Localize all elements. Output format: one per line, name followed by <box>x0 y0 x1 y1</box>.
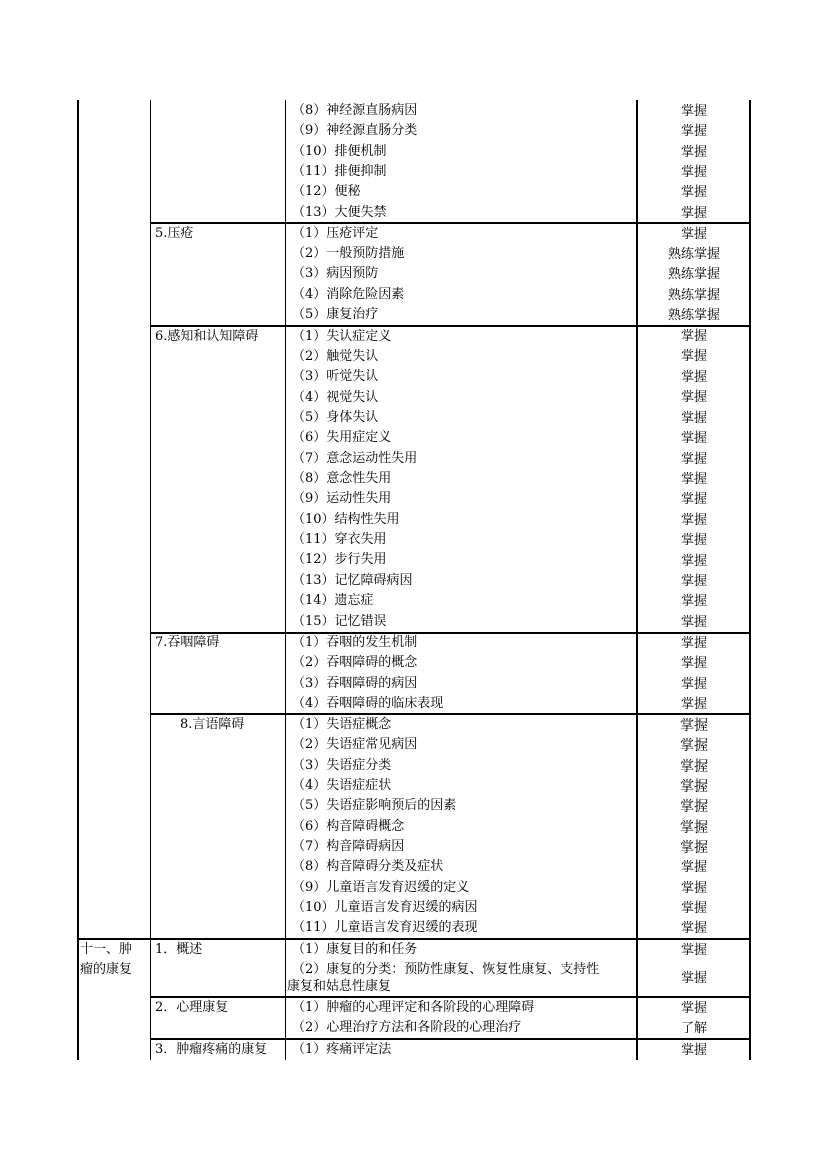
level-label: 掌握 <box>680 165 707 180</box>
list-item: （6）失用症定义 <box>292 430 392 445</box>
level-label: 掌握 <box>680 574 707 589</box>
list-item: （3）听觉失认 <box>292 369 379 384</box>
level-label: 掌握 <box>680 1001 707 1016</box>
section-title: 5.压疮 <box>155 226 194 241</box>
list-item: （2）康复的分类：预防性康复、恢复性康复、支持性 <box>292 962 600 977</box>
level-label: 掌握 <box>680 820 708 836</box>
list-item: （4）视觉失认 <box>292 390 379 405</box>
list-item: （3）失语症分类 <box>292 758 392 773</box>
level-label: 掌握 <box>680 921 707 936</box>
list-item: （8）意念性失用 <box>292 471 392 486</box>
list-item: （10）儿童语言发育迟缓的病因 <box>292 900 478 915</box>
list-item: （9）神经源直肠分类 <box>292 123 418 138</box>
level-label: 掌握 <box>680 145 707 160</box>
level-label: 掌握 <box>680 971 707 986</box>
level-label: 掌握 <box>680 656 707 671</box>
level-label: 了解 <box>680 1021 707 1036</box>
level-label: 掌握 <box>680 759 708 775</box>
list-item: （9）儿童语言发育迟缓的定义 <box>292 880 470 895</box>
level-label: 熟练掌握 <box>667 288 720 303</box>
level-label: 掌握 <box>680 636 707 651</box>
level-label: 掌握 <box>680 697 707 712</box>
list-item: （2）一般预防措施 <box>292 246 405 261</box>
level-label: 掌握 <box>680 799 708 815</box>
level-label: 掌握 <box>680 472 707 487</box>
level-label: 掌握 <box>680 206 707 221</box>
level-label: 熟练掌握 <box>667 267 720 282</box>
section-title: 7.吞咽障碍 <box>155 635 220 650</box>
list-item: （5）康复治疗 <box>292 307 379 322</box>
level-label: 掌握 <box>680 1043 707 1058</box>
list-item: （3）病因预防 <box>292 266 379 281</box>
list-item: （13）记忆障碍病因 <box>292 573 413 588</box>
list-item: （5）失语症影响预后的因素 <box>292 798 457 813</box>
level-label: 掌握 <box>680 594 707 609</box>
level-label: 掌握 <box>680 779 708 795</box>
list-item: （2）心理治疗方法和各阶段的心理治疗 <box>292 1020 522 1035</box>
list-item: （11）排便抑制 <box>292 164 387 179</box>
list-item: （7）构音障碍病因 <box>292 839 405 854</box>
column-divider-1 <box>150 100 151 1060</box>
section-title: 8.言语障碍 <box>180 717 245 732</box>
list-item: （7）意念运动性失用 <box>292 451 418 466</box>
list-item: （2）吞咽障碍的概念 <box>292 655 418 670</box>
list-item: （10）排便机制 <box>292 144 387 159</box>
list-item: （1）吞咽的发生机制 <box>292 635 418 650</box>
list-item: （1）失认症定义 <box>292 329 392 344</box>
column-divider-2 <box>285 100 286 1060</box>
level-label: 掌握 <box>680 411 707 426</box>
level-label: 掌握 <box>680 554 707 569</box>
level-label: 熟练掌握 <box>667 308 720 323</box>
level-label: 掌握 <box>680 677 707 692</box>
section-title: 2．心理康复 <box>155 1000 229 1015</box>
list-item: （4）吞咽障碍的临床表现 <box>292 696 444 711</box>
list-item: （1）疼痛评定法 <box>292 1042 392 1057</box>
level-label: 掌握 <box>680 124 707 139</box>
list-item: （2）失语症常见病因 <box>292 737 418 752</box>
level-label: 掌握 <box>680 533 707 548</box>
section-title: 6.感知和认知障碍 <box>155 329 259 344</box>
level-label: 掌握 <box>680 431 707 446</box>
section-title: 3．肿瘤疼痛的康复 <box>155 1042 268 1057</box>
level-label: 掌握 <box>680 452 707 467</box>
list-item: （1）肿瘤的心理评定和各阶段的心理障碍 <box>292 1000 535 1015</box>
level-label: 掌握 <box>680 513 707 528</box>
list-item: （13）大便失禁 <box>292 205 387 220</box>
level-label: 掌握 <box>680 840 708 856</box>
list-item: （11）穿衣失用 <box>292 532 387 547</box>
level-label: 掌握 <box>680 718 708 734</box>
list-item-continued: 康复和姑息性康复 <box>287 979 392 994</box>
level-label: 掌握 <box>680 104 707 119</box>
level-label: 掌握 <box>680 370 707 385</box>
list-item: （1）压疮评定 <box>292 226 379 241</box>
list-item: （8）构音障碍分类及症状 <box>292 859 444 874</box>
list-item: （14）遗忘症 <box>292 593 374 608</box>
level-label: 掌握 <box>680 227 707 242</box>
list-item: （12）步行失用 <box>292 552 387 567</box>
level-label: 掌握 <box>680 881 707 896</box>
list-item: （4）失语症症状 <box>292 778 392 793</box>
level-label: 掌握 <box>680 390 707 405</box>
table-border-left <box>77 100 79 1060</box>
list-item: （4）消除危险因素 <box>292 287 405 302</box>
list-item: （5）身体失认 <box>292 410 379 425</box>
level-label: 掌握 <box>680 185 707 200</box>
level-label: 掌握 <box>680 943 707 958</box>
list-item: （3）吞咽障碍的病因 <box>292 676 418 691</box>
list-item: （9）运动性失用 <box>292 491 392 506</box>
level-label: 掌握 <box>680 329 707 344</box>
list-item: （11）儿童语言发育迟缓的表现 <box>292 920 478 935</box>
list-item: （2）触觉失认 <box>292 349 379 364</box>
level-label: 掌握 <box>680 901 707 916</box>
level-label: 掌握 <box>680 738 708 754</box>
list-item: （1）失语症概念 <box>292 717 392 732</box>
level-label: 熟练掌握 <box>667 247 720 262</box>
chapter-title: 瘤的康复 <box>80 962 133 977</box>
level-label: 掌握 <box>680 492 707 507</box>
level-label: 掌握 <box>680 860 707 875</box>
section-title: 1．概述 <box>155 942 203 957</box>
list-item: （10）结构性失用 <box>292 512 400 527</box>
chapter-title: 十一、肿 <box>80 942 133 957</box>
level-label: 掌握 <box>680 349 707 364</box>
level-label: 掌握 <box>680 615 707 630</box>
list-item: （1）康复目的和任务 <box>292 942 418 957</box>
list-item: （6）构音障碍概念 <box>292 819 405 834</box>
list-item: （12）便秘 <box>292 184 361 199</box>
list-item: （8）神经源直肠病因 <box>292 103 418 118</box>
list-item: （15）记忆错误 <box>292 614 387 629</box>
